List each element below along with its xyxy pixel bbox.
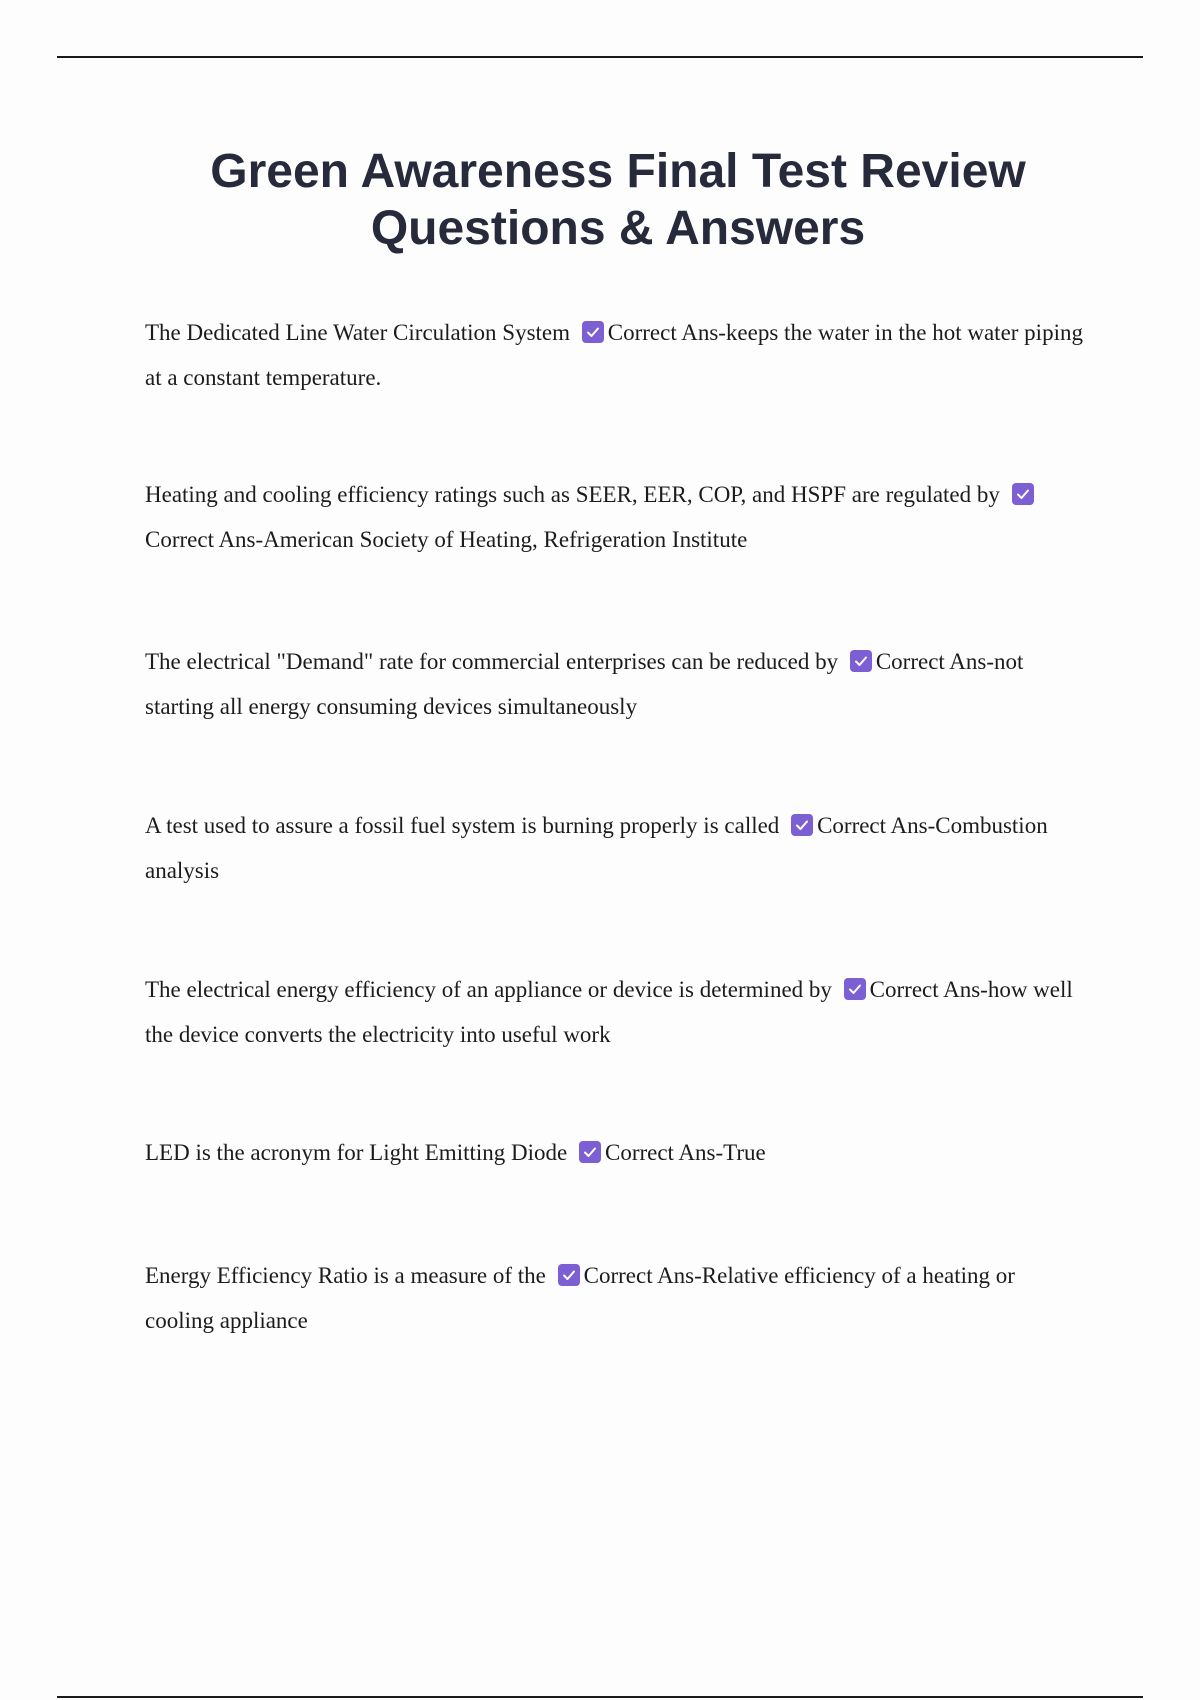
qa-item-6 [145, 1130, 1085, 1175]
check-box-icon [579, 1141, 601, 1163]
answer-text: Correct Ans-American Society of Heating, Refrigeration Institute [145, 527, 748, 552]
qa-item-4 [145, 803, 1085, 893]
answer-text: Correct Ans-True [604, 1140, 766, 1165]
qa-item-7 [145, 1253, 1085, 1343]
qa-item-2 [145, 472, 1085, 562]
check-box-icon [791, 814, 813, 836]
check-box-icon [558, 1264, 580, 1286]
question-text: The Dedicated Line Water Circulation System [145, 320, 571, 345]
check-box-icon [844, 978, 866, 1000]
question-text: The electrical energy efficiency of an appliance or device is determined by [145, 977, 832, 1002]
qa-item-5 [145, 967, 1085, 1057]
bottom-rule [57, 1696, 1143, 1698]
title-line-1: Green Awareness Final Test Review [210, 145, 1026, 198]
top-rule [57, 56, 1143, 58]
question-text: The electrical "Demand" rate for commercial enterprises can be reduced by [145, 649, 839, 674]
page-title [100, 143, 1136, 257]
answer-text: Correct Ans-Combustion analysis [145, 813, 1048, 883]
question-text: A test used to assure a fossil fuel system is burning properly is called [145, 813, 780, 838]
answer-text: Correct Ans-not starting all energy consuming devices simultaneously [145, 649, 1024, 719]
answer-text: Correct Ans-Relative efficiency of a heating or cooling appliance [145, 1263, 1015, 1333]
check-box-icon [850, 650, 872, 672]
question-text: LED is the acronym for Light Emitting Diode [145, 1140, 568, 1165]
qa-item-3 [145, 639, 1085, 729]
question-text: Heating and cooling efficiency ratings such as SEER, EER, COP, and HSPF are regulated by [145, 482, 1000, 507]
answer-text: Correct Ans-keeps the water in the hot water piping at a constant temperature. [145, 320, 1083, 390]
check-box-icon [582, 321, 604, 343]
answer-text: Correct Ans-how well the device converts the electricity into useful work [145, 977, 1073, 1047]
question-text: Energy Efficiency Ratio is a measure of the [145, 1263, 546, 1288]
qa-item-1 [145, 310, 1085, 400]
check-box-icon [1012, 483, 1034, 505]
title-line-2: Questions & Answers [370, 202, 866, 255]
